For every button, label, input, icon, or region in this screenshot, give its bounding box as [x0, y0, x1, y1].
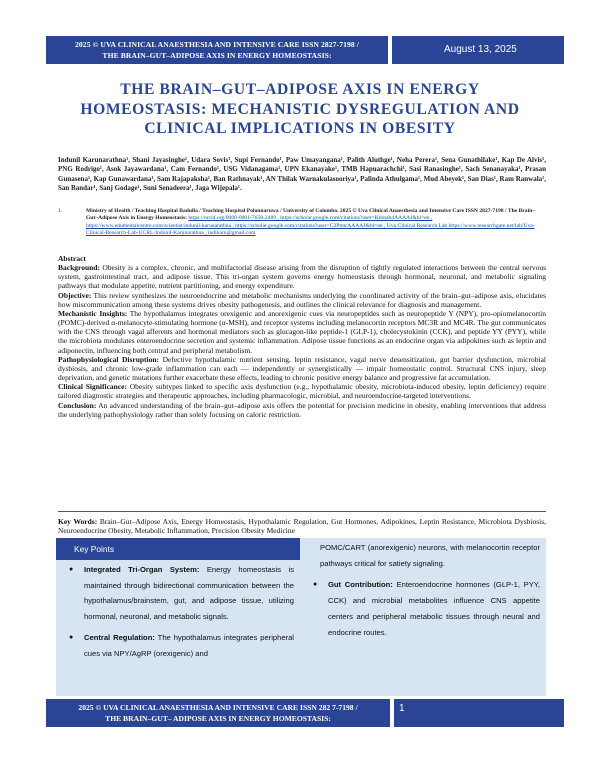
key-point-label: Central Regulation: [84, 632, 155, 642]
footer-banner [46, 699, 390, 727]
objective-text: This review synthesizes the neuroendocrine and metabolic mechanisms underlying the coordinated activity of the brain–gut–adipose axis, elucidates how miscommunication among these systems drives obesity pathogenesis, and outlines the clinical relevance for diagnosis and management. [58, 290, 546, 309]
key-point-text: The hypothalamus integrates peripheral cues via NPY/AgRP (orexigenic) and [84, 632, 294, 658]
abstract-mechanistic [58, 309, 546, 355]
pathophysiology-label: Pathophysiological Disruption: [58, 354, 160, 364]
key-point-text: Enteroendocrine hormones (GLP-1, PYY, CCK) and microbial metabolites influence CNS appetite centers and peripheral metabolic tissues through neural and endocrine routes. [328, 580, 540, 637]
abstract-conclusion [58, 401, 546, 419]
keywords-top-divider [58, 511, 546, 512]
bullet-icon: ● [69, 633, 74, 641]
page-header [46, 36, 564, 64]
affiliation-links[interactable]: https://orcid.org/0000-0001-7658-2489 , https://scholar.google.com/citations?user=Kmnab4AAAAJ&hl=en , https://www.edumentalcentre.com/scientist/indunil-karunarathna , https://scholar.google.com/citations?user=C2PtmrAAAAJ&hl=en , Uva Clinical Research Lab https://www.researchgate.net/lab/Uva-Clinical-Research-Lab-UCRL-Indunil-Karunarathna , indikaru@gmail.com [86, 215, 535, 237]
page-footer [46, 699, 564, 727]
abstract-background [58, 263, 546, 290]
journal-banner [46, 36, 388, 64]
key-point-text: Energy homeostasis is maintained through bidirectional communication between the hypothalamus/brainstem, gut, and adipose tissue, utilizing hormonal, neuronal, and metabolic signals. [84, 565, 294, 622]
mechanistic-label: Mechanistic Insights: [58, 308, 128, 318]
affiliation [58, 208, 546, 238]
key-point-item [62, 562, 294, 625]
key-point-continuation: POMC/CART (anorexigenic) neurons, with melanocortin receptor pathways critical for satiety signaling. [320, 543, 540, 568]
clinical-label: Clinical Significance: [58, 382, 127, 392]
key-points-left-column [62, 562, 294, 661]
affiliation-number: 1. [58, 208, 63, 214]
mechanistic-text: The hypothalamus integrates orexigenic and anorexigenic cues via neuropeptides such as neuropeptide Y (NPY), pro-opiomelanocortin (POMC)-derived α-melanocyte-stimulating hormone (α-MSH), and receptor systems including melanocortin receptors MC3R and MC4R. The gut communicates with the CNS through vagal afferents and hormonal mediators such as glucagon-like peptide-1 (GLP-1), cholecystokinin (CCK), and peptide YY (PYY), while the microbiota modulates enteroendocrine secretion and systemic inflammation. Adipose tissue functions as an endocrine organ via adipokines such as leptin and adiponectin, influencing both central and peripheral metabolism. [58, 308, 546, 355]
article-title: THE BRAIN–GUT–ADIPOSE AXIS IN ENERGY HOMEOSTASIS: MECHANISTIC DYSREGULATION AND CLINICAL IMPLICATIONS IN OBESITY [80, 81, 520, 137]
journal-line-2: THE BRAIN–GUT–ADIPOSE AXIS IN ENERGY HOMEOSTASIS: [102, 51, 332, 60]
bullet-icon: ● [313, 581, 318, 589]
pathophysiology-text: Defective hypothalamic nutrient sensing, leptin resistance, vagal nerve desensitization, gut barrier dysfunction, microbial dysbiosis, and chronic low-grade inflammation can each — independently or synergistically — impair homeostatic control. Structural CNS injury, sleep deprivation, and genetic mutations further exacerbate these effects, leading to chronic positive energy balance and progressive fat accumulation. [58, 354, 546, 383]
abstract-pathophysiology [58, 355, 546, 382]
affiliation-text: Ministry of Health / Teaching Hospital Badulla / Teaching Hospital Polonnaruwa / University of Colombo. 2025 © Uva Clinical Anaesthesia and Intensive Care ISSN 2827-7198 / The Brain–Gut–Adipose Axis in Energy Homeostasis: [86, 208, 536, 222]
key-point-label: Integrated Tri-Organ System: [84, 565, 200, 574]
key-point-item [62, 630, 294, 661]
key-point-item [306, 577, 540, 640]
footer-line-2: THE BRAIN–GUT– ADIPOSE AXIS IN ENERGY HOMEOSTASIS: [105, 714, 331, 723]
page-number: 1 [394, 699, 564, 727]
keywords-text: Brain–Gut–Adipose Axis, Energy Homeostasis, Hypothalamic Regulation, Gut Hormones, Adipokines, Leptin Resistance, Microbiota Dysbiosis, Neuroendocrine Obesity, Metabolic Inflammation, Precision Obesity Medicine [58, 517, 547, 536]
abstract [58, 254, 546, 419]
conclusion-label: Conclusion: [58, 400, 97, 410]
key-point-label: Gut Contribution: [328, 580, 393, 590]
keywords [58, 517, 546, 535]
author-list: Indunil Karunarathna¹, Shani Jayasinghe¹, Udara Sovis¹, Supi Fernando¹, Paw Umayangana¹, Palith Aluthge¹, Neha Perera¹, Sena Gunathilake¹, Kap De Alvis¹, PNG Rodrigo¹, Asok Jayawardana¹, Cam Fernando¹, USG Vidanagama¹, UPN Ekanayake¹, TMB Hapuarachchi¹, Sasi Ranasinghe¹, Sach Senanayaka¹, Prasan Gunasena¹, Kap Gunawardana¹, Sam Rajapaksha¹, Ban Rathnayak¹, AN Thilak Warnakulasooriya¹, Palinda Athulgama¹, Mud Abeyek¹, San Dias¹, Ram Ranwala¹, San Bandar¹, Sanj Godage¹, Suni Senadeera¹, Jaga Wijepala¹. [58, 156, 546, 193]
clinical-text: Obesity subtypes linked to specific axis dysfunction (e.g., hypothalamic obesity, microbiota-induced obesity, leptin deficiency) require tailored diagnostic strategies and therapeutic approaches, including pharmacologic, microbial, and neuroendocrine-targeted interventions. [58, 382, 546, 401]
background-label: Background: [58, 263, 100, 273]
footer-line-1: 2025 © UVA CLINICAL ANAESTHESIA AND INTENSIVE CARE ISSN 282 7-7198 / [78, 703, 358, 712]
abstract-objective [58, 291, 546, 309]
abstract-heading: Abstract [58, 254, 86, 263]
abstract-clinical [58, 382, 546, 400]
keywords-label: Key Words: [58, 517, 98, 526]
publication-date: August 13, 2025 [392, 36, 564, 64]
objective-label: Objective: [58, 290, 92, 300]
journal-line-1: 2025 © UVA CLINICAL ANAESTHESIA AND INTENSIVE CARE ISSN 2827-7198 / [75, 40, 359, 49]
bullet-icon: ● [69, 566, 74, 573]
key-points-heading: Key Points [56, 538, 300, 560]
conclusion-text: An advanced understanding of the brain–gut–adipose axis offers the potential for precision medicine in obesity, enabling interventions that address the underlying pathophysiology rather than solely focusing on caloric restriction. [58, 400, 546, 419]
background-text: Obesity is a complex, chronic, and multifactorial disease arising from the disruption of tightly regulated interactions between the central nervous system, gastrointestinal tract, and adipose tissue. This tri-organ system governs energy homeostasis through hormonal, neuronal, and metabolic signaling pathways that modulate appetite, nutrient partitioning, and energy expenditure. [58, 263, 546, 291]
key-points-right-column [306, 540, 540, 640]
